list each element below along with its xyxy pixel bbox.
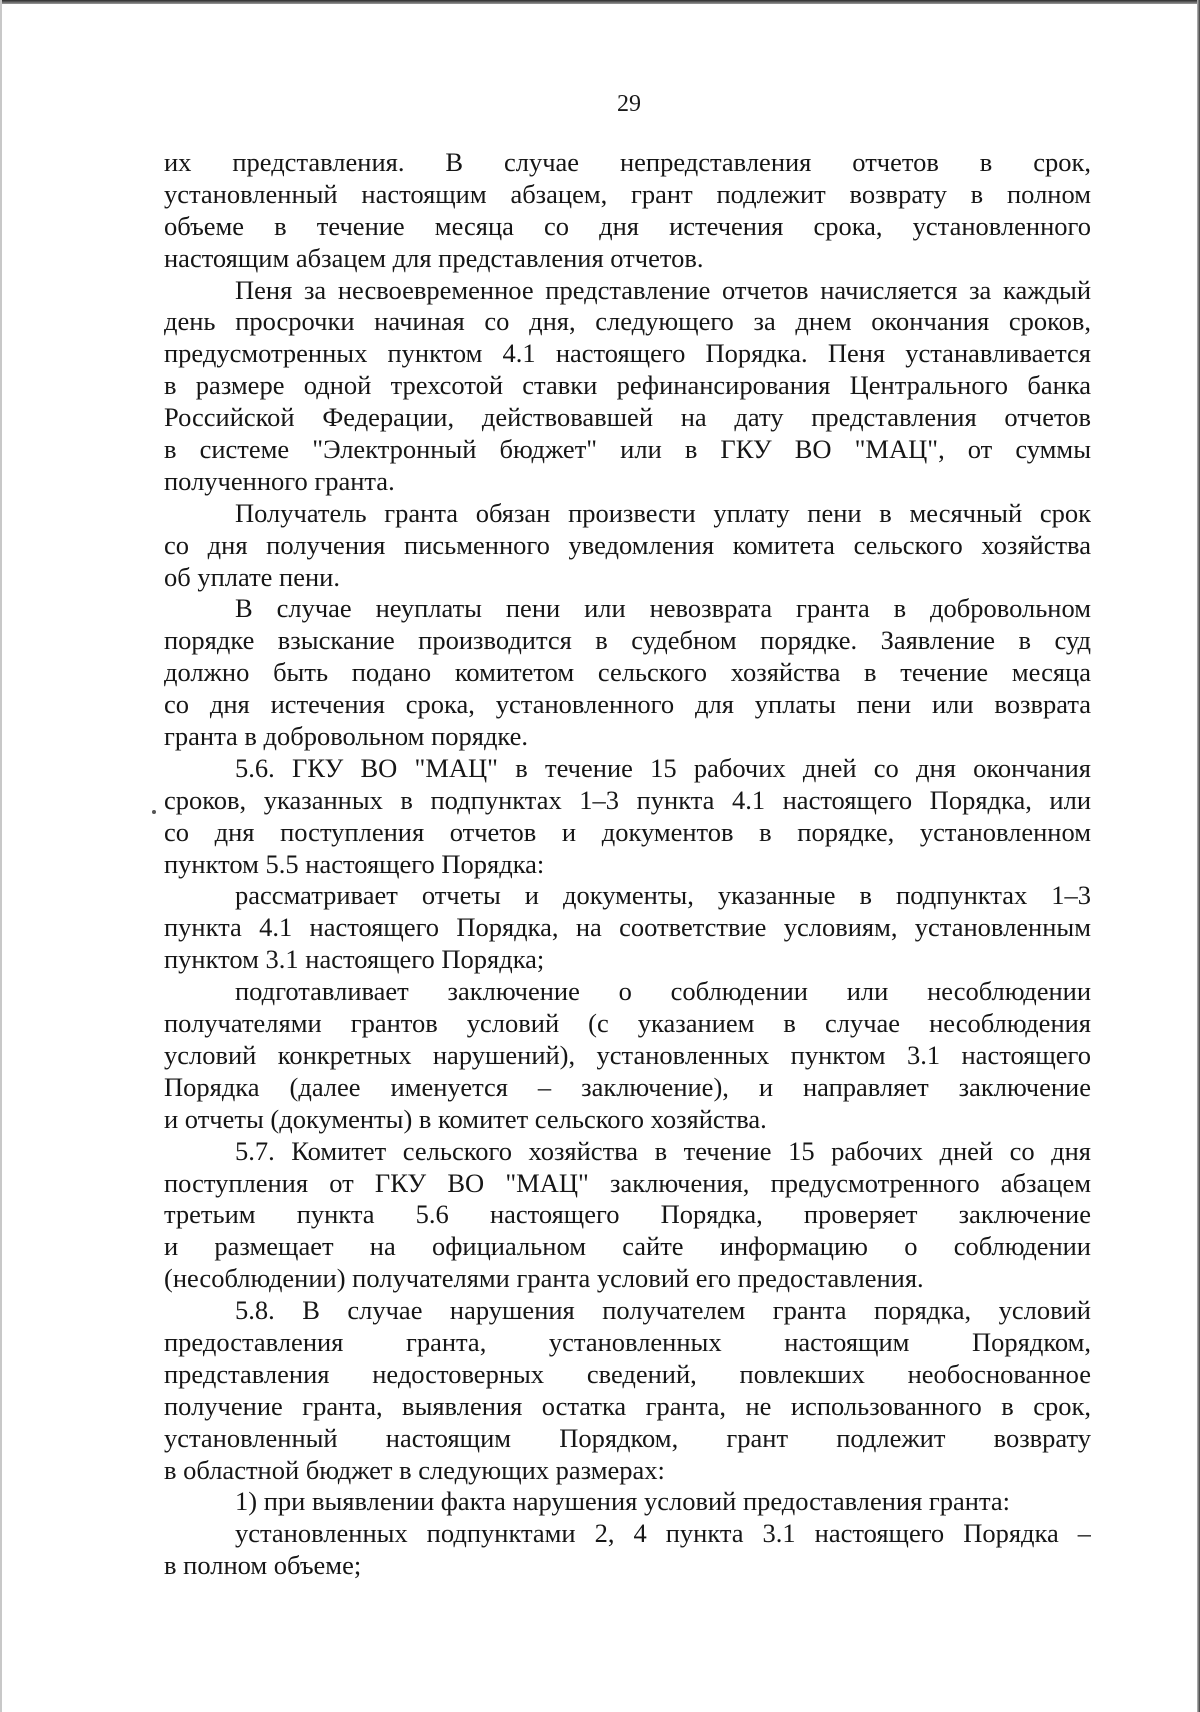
text-line: 5.6. ГКУ ВО "МАЦ" в течение 15 рабочих дней со дня окончания xyxy=(235,752,1091,783)
text-line: Пеня за несвоевременное представление отчетов начисляется за каждый xyxy=(235,274,1091,305)
text-line: 5.7. Комитет сельского хозяйства в течение 15 рабочих дней со дня xyxy=(235,1135,1091,1166)
text-line: полученного гранта. xyxy=(164,465,395,496)
text-line: условий конкретных нарушений), установленных пунктом 3.1 настоящего xyxy=(164,1039,1091,1070)
scan-speck xyxy=(152,810,156,814)
text-line: об уплате пени. xyxy=(164,561,340,592)
text-line: пунктом 5.5 настоящего Порядка: xyxy=(164,848,545,879)
text-line: получение гранта, выявления остатка гранта, не использованного в срок, xyxy=(164,1390,1091,1421)
text-line: день просрочки начиная со дня, следующего за днем окончания сроков, xyxy=(164,306,1091,337)
text-line: предусмотренных пунктом 4.1 настоящего Порядка. Пеня устанавливается xyxy=(164,338,1091,369)
text-line: Российской Федерации, действовавшей на дату представления отчетов xyxy=(164,402,1091,433)
text-line: со дня получения письменного уведомления комитета сельского хозяйства xyxy=(164,529,1091,560)
text-line: Порядка (далее именуется – заключение), и направляет заключение xyxy=(164,1071,1091,1102)
text-line: в областной бюджет в следующих размерах: xyxy=(164,1454,665,1485)
text-line: со дня поступления отчетов и документов в порядке, установленном xyxy=(164,816,1091,847)
text-line: должно быть подано комитетом сельского хозяйства в течение месяца xyxy=(164,657,1091,688)
text-line: представления недостоверных сведений, повлекших необоснованное xyxy=(164,1358,1091,1389)
text-line: рассматривает отчеты и документы, указанные в подпунктах 1–3 xyxy=(235,880,1091,911)
text-line: предоставления гранта, установленных настоящим Порядком, xyxy=(164,1326,1091,1357)
text-line: установленный настоящим абзацем, грант подлежит возврату в полном xyxy=(164,178,1091,209)
text-line: порядке взыскание производится в судебном порядке. Заявление в суд xyxy=(164,625,1091,656)
text-line: поступления от ГКУ ВО "МАЦ" заключения, предусмотренного абзацем xyxy=(164,1167,1091,1198)
text-line: в размере одной трехсотой ставки рефинансирования Центрального банка xyxy=(164,370,1091,401)
text-line: гранта в добровольном порядке. xyxy=(164,721,529,752)
text-line: объеме в течение месяца со дня истечения срока, установленного xyxy=(164,210,1091,241)
text-line: и отчеты (документы) в комитет сельского хозяйства. xyxy=(164,1103,767,1134)
scan-edge-left xyxy=(0,0,2,1712)
text-line: 5.8. В случае нарушения получателем гранта порядка, условий xyxy=(235,1295,1091,1326)
text-line: пунктом 3.1 настоящего Порядка; xyxy=(164,944,545,975)
text-line: в полном объеме; xyxy=(164,1550,362,1581)
text-line: настоящим абзацем для представления отчетов. xyxy=(164,242,704,273)
text-line: со дня истечения срока, установленного для уплаты пени или возврата xyxy=(164,689,1091,720)
document-body xyxy=(164,147,1091,1582)
page-number: 29 xyxy=(617,91,641,117)
text-line: получателями грантов условий (с указанием в случае несоблюдения xyxy=(164,1008,1091,1039)
text-line: в системе "Электронный бюджет" или в ГКУ ВО "МАЦ", от суммы xyxy=(164,434,1091,465)
text-line: установленных подпунктами 2, 4 пункта 3.1 настоящего Порядка – xyxy=(235,1518,1091,1549)
text-line: установленный настоящим Порядком, грант подлежит возврату xyxy=(164,1422,1091,1453)
text-line: подготавливает заключение о соблюдении или несоблюдении xyxy=(235,976,1091,1007)
text-line: третьим пункта 5.6 настоящего Порядка, проверяет заключение xyxy=(164,1199,1091,1230)
scan-edge-top xyxy=(0,0,1200,4)
text-line: пункта 4.1 настоящего Порядка, на соответствие условиям, установленным xyxy=(164,912,1091,943)
text-line: В случае неуплаты пени или невозврата гранта в добровольном xyxy=(235,593,1091,624)
text-line: (несоблюдении) получателями гранта условий его предоставления. xyxy=(164,1263,924,1294)
text-line: 1) при выявлении факта нарушения условий предоставления гранта: xyxy=(235,1486,1011,1517)
text-line: сроков, указанных в подпунктах 1–3 пункта 4.1 настоящего Порядка, или xyxy=(164,784,1091,815)
text-line: их представления. В случае непредставления отчетов в срок, xyxy=(164,147,1091,177)
text-line: Получатель гранта обязан произвести уплату пени в месячный срок xyxy=(235,497,1091,528)
text-line: и размещает на официальном сайте информацию о соблюдении xyxy=(164,1231,1091,1262)
